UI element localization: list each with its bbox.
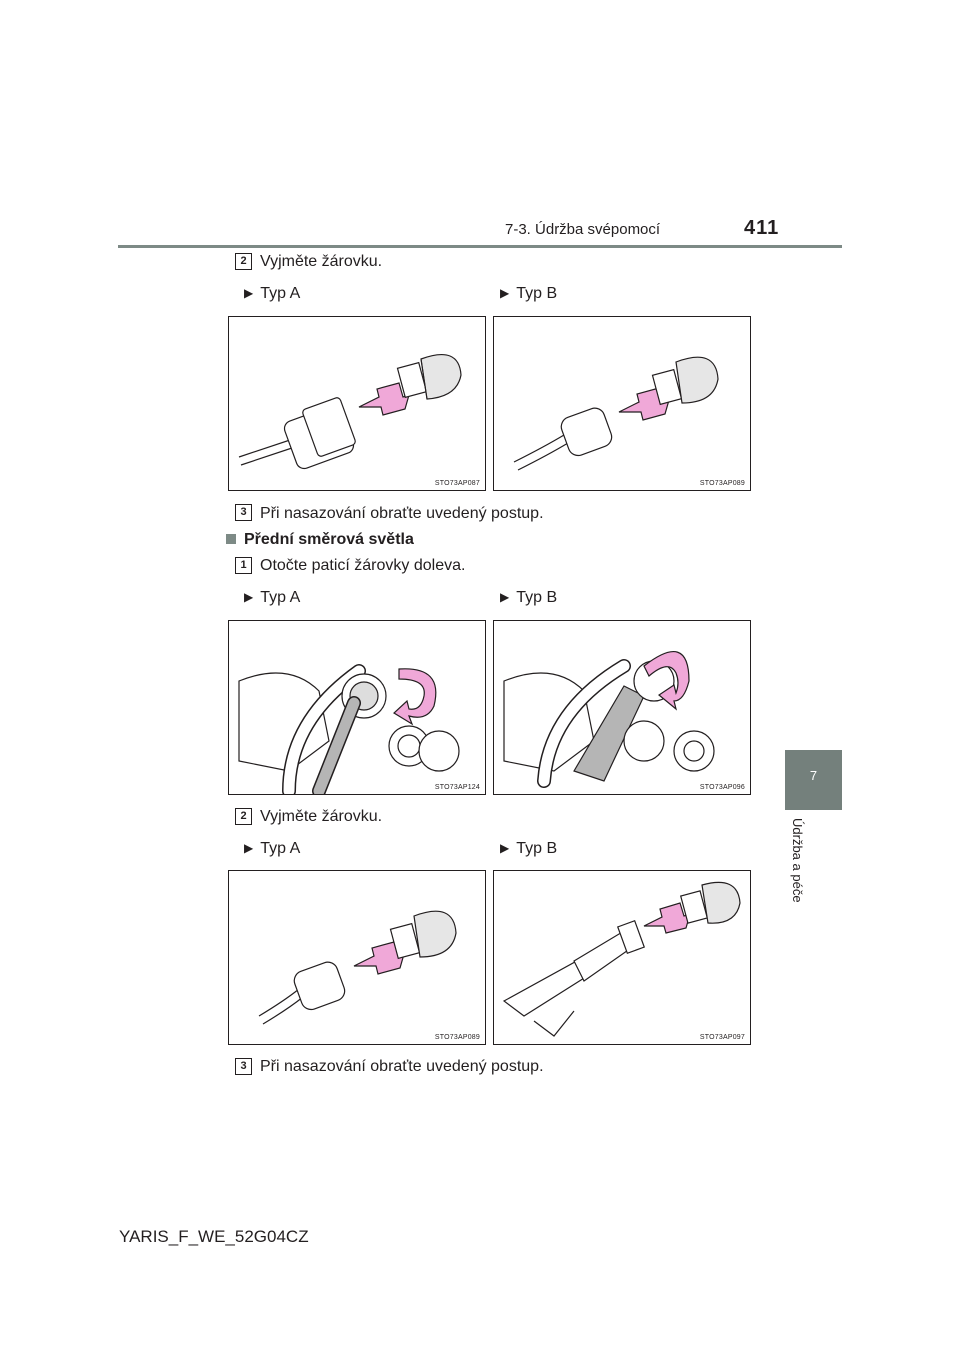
figure-bulb-removal-type-b [493, 870, 751, 1045]
figure-socket-turn-type-a [228, 620, 486, 795]
type-a-label: ▶ Typ A [244, 285, 301, 302]
figure-code: STO73AP089 [434, 1034, 480, 1041]
figure-socket-turn-type-b [493, 620, 751, 795]
step-text: Vyjměte žárovku. [260, 253, 383, 270]
step-text: Při nasazování obraťte uvedený postup. [260, 505, 544, 522]
square-bullet-icon [226, 534, 236, 544]
figure-code: STO73AP087 [434, 480, 480, 487]
triangle-right-icon: ▶ [244, 841, 254, 855]
triangle-right-icon: ▶ [244, 590, 254, 604]
figure-code: STO73AP124 [434, 784, 480, 791]
step-badge: 2 [235, 808, 252, 825]
section-heading: Přední směrová světla [226, 531, 414, 549]
type-b-label: ▶ Typ B [500, 589, 558, 606]
triangle-right-icon: ▶ [500, 841, 510, 855]
step-badge: 3 [235, 1058, 252, 1075]
step-text: Při nasazování obraťte uvedený postup. [260, 1058, 544, 1075]
type-a-label: ▶ Typ A [244, 589, 301, 606]
type-b-label: ▶ Typ B [500, 285, 558, 302]
step-badge: 1 [235, 557, 252, 574]
step-badge: 3 [235, 504, 252, 521]
figure-bulb-removal-type-b [493, 316, 751, 491]
chapter-tab-number: 7 [809, 768, 818, 783]
type-b-label: ▶ Typ B [500, 840, 558, 857]
step-badge: 2 [235, 253, 252, 270]
page-number: 411 [744, 217, 780, 239]
step-text: Vyjměte žárovku. [260, 808, 383, 825]
document-code: YARIS_F_WE_52G04CZ [119, 1227, 309, 1246]
triangle-right-icon: ▶ [500, 286, 510, 300]
header-rule [118, 245, 842, 248]
type-a-label: ▶ Typ A [244, 840, 301, 857]
figure-code: STO73AP096 [699, 784, 745, 791]
triangle-right-icon: ▶ [244, 286, 254, 300]
figure-bulb-removal-type-a [228, 870, 486, 1045]
figure-bulb-removal-type-a [228, 316, 486, 491]
figure-code: STO73AP097 [699, 1034, 745, 1041]
chapter-tab-label: Údržba a péče [790, 818, 805, 903]
step-text: Otočte paticí žárovky doleva. [260, 557, 466, 574]
triangle-right-icon: ▶ [500, 590, 510, 604]
figure-code: STO73AP089 [699, 480, 745, 487]
header-section-title: 7-3. Údržba svépomocí [505, 221, 661, 238]
